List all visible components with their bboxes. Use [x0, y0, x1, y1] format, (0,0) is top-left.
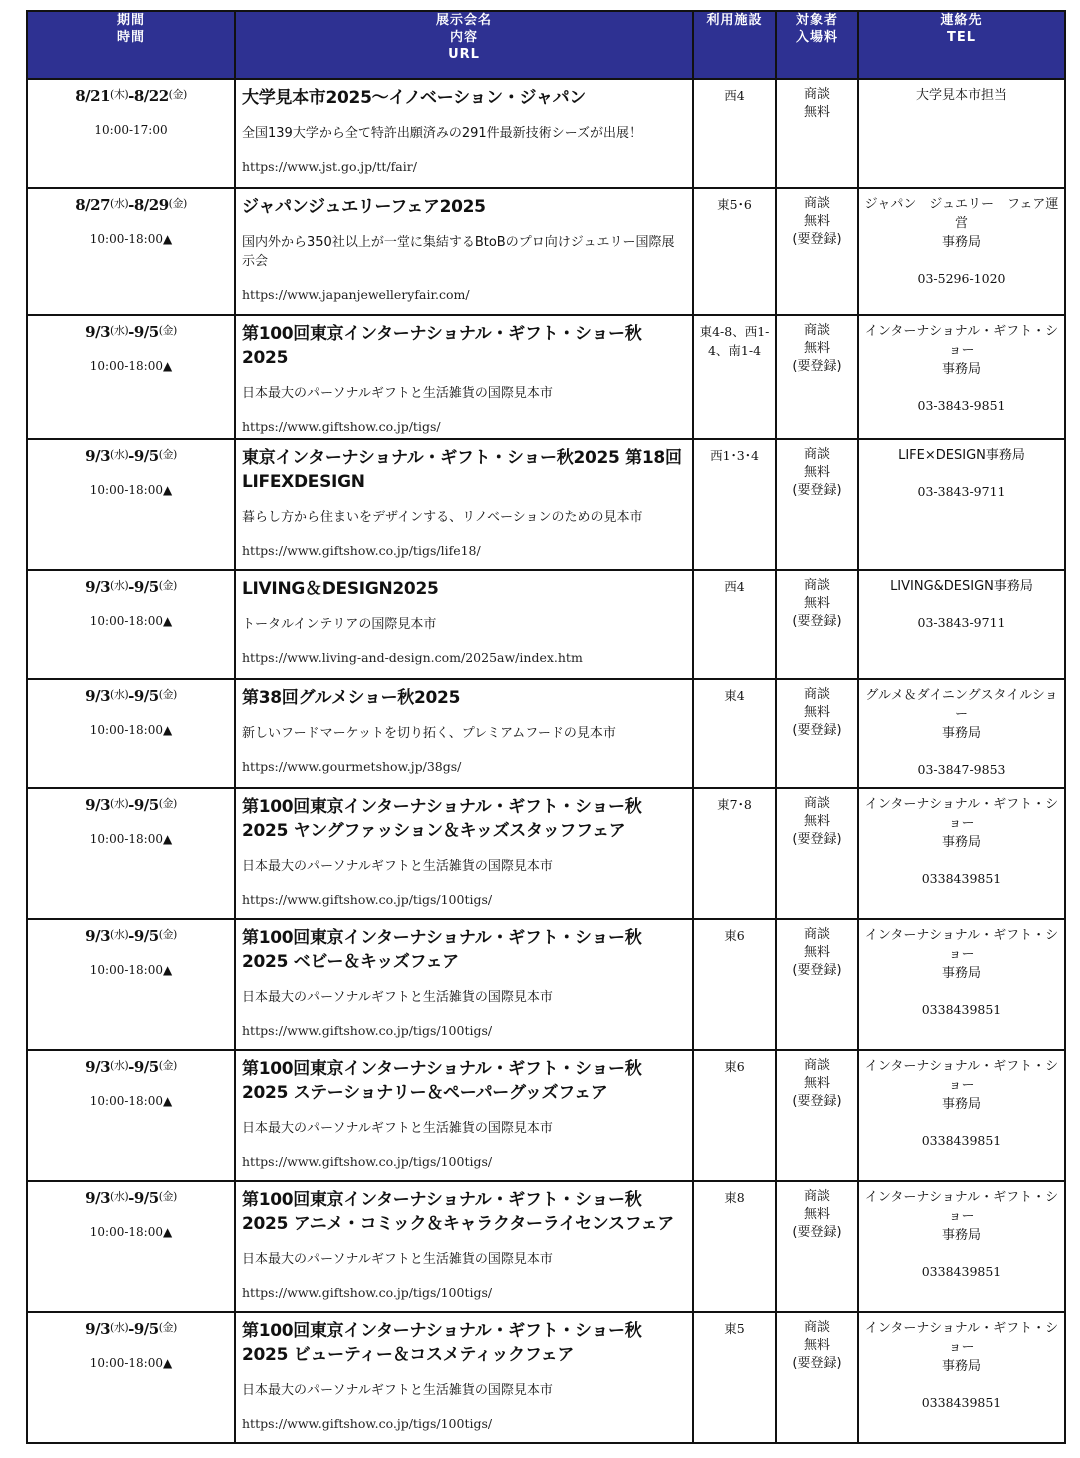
time-range: 10:00-18:00▲ [89, 483, 173, 497]
contact-name [859, 795, 1064, 852]
contact-cell [858, 1312, 1065, 1443]
time-range: 10:00-18:00▲ [89, 1356, 173, 1370]
event-title: 第100回東京インターナショナル・ギフト・ショー秋2025 [242, 324, 642, 368]
target-line: 商談 [803, 196, 830, 211]
target-cell [776, 570, 858, 679]
contact-name-line: インターナショナル・ギフト・ショー [864, 1190, 1059, 1224]
event-cell [235, 439, 693, 570]
time-range: 10:00-18:00▲ [89, 723, 173, 737]
venue-text: 東7･8 [717, 797, 752, 812]
event-url[interactable]: https://www.giftshow.co.jp/tigs/100tigs/ [242, 1023, 493, 1038]
date-range: $8/27^{(水)}-8/29^{(金)}$ [75, 196, 187, 214]
date-range: $9/3^{(水)}-9/5^{(金)}$ [85, 447, 177, 465]
target-line: 商談 [803, 927, 830, 942]
contact-cell [858, 919, 1065, 1050]
target-line: 無料 [803, 945, 830, 960]
table-row [27, 188, 1065, 315]
event-cell [235, 679, 693, 788]
event-cell [235, 315, 693, 439]
event-title: LIVING＆DESIGN2025 [242, 579, 439, 599]
target-line: 商談 [803, 447, 830, 462]
header-venue: 利用施設 [693, 11, 776, 79]
period-cell [27, 188, 235, 315]
target-line: 商談 [803, 1189, 830, 1204]
contact-name [859, 446, 1064, 465]
time-range: 10:00-18:00▲ [89, 1225, 173, 1239]
contact-name-line: インターナショナル・ギフト・ショー [864, 928, 1059, 962]
venue-text: 東8 [724, 1190, 745, 1205]
table-row [27, 1050, 1065, 1181]
target-cell [776, 1312, 858, 1443]
contact-cell [858, 79, 1065, 188]
event-title: 大学見本市2025〜イノベーション・ジャパン [242, 88, 586, 108]
event-url[interactable]: https://www.giftshow.co.jp/tigs/100tigs/ [242, 1416, 493, 1431]
contact-tel: 0338439851 [921, 1264, 1002, 1279]
contact-name [859, 686, 1064, 743]
period-cell [27, 919, 235, 1050]
contact-name-line: 事務局 [941, 362, 981, 377]
event-description: 日本最大のパーソナルギフトと生活雑貨の国際見本市 [242, 1252, 553, 1267]
target-cell [776, 1181, 858, 1312]
event-description: トータルインテリアの国際見本市 [242, 617, 437, 632]
venue-cell [693, 315, 776, 439]
event-description: 国内外から350社以上が一堂に集結するBtoBのプロ向けジュエリー国際展示会 [242, 235, 675, 269]
period-cell [27, 679, 235, 788]
table-row [27, 439, 1065, 570]
target-line: 商談 [803, 1320, 830, 1335]
event-description: 日本最大のパーソナルギフトと生活雑貨の国際見本市 [242, 1383, 553, 1398]
venue-cell [693, 79, 776, 188]
target-line: 商談 [803, 1058, 830, 1073]
venue-text: 東4 [724, 688, 745, 703]
event-title: 第100回東京インターナショナル・ギフト・ショー秋2025 ヤングファッション＆キッズスタッフフェア [242, 797, 642, 841]
contact-name [859, 577, 1064, 596]
period-cell [27, 315, 235, 439]
target-line: (要登録) [792, 359, 842, 374]
event-cell [235, 1181, 693, 1312]
target-cell [776, 788, 858, 919]
event-description: 日本最大のパーソナルギフトと生活雑貨の国際見本市 [242, 386, 553, 401]
event-description: 全国139大学から全て特許出願済みの291件最新技術シーズが出展！ [242, 126, 642, 141]
contact-cell [858, 315, 1065, 439]
contact-name [859, 1188, 1064, 1245]
event-cell [235, 188, 693, 315]
contact-name-line: インターナショナル・ギフト・ショー [864, 1321, 1059, 1355]
contact-name-line: 事務局 [941, 835, 981, 850]
event-title: 第100回東京インターナショナル・ギフト・ショー秋2025 ステーショナリー＆ペーパーグッズフェア [242, 1059, 642, 1103]
contact-cell [858, 1181, 1065, 1312]
event-url[interactable]: https://www.giftshow.co.jp/tigs/ [242, 419, 441, 434]
target-line: (要登録) [792, 232, 842, 247]
contact-name-line: 大学見本市担当 [915, 88, 1007, 103]
target-line: 商談 [803, 87, 830, 102]
event-description: 日本最大のパーソナルギフトと生活雑貨の国際見本市 [242, 990, 553, 1005]
time-range: 10:00-18:00▲ [89, 963, 173, 977]
target-cell [776, 188, 858, 315]
contact-tel: 03-3843-9711 [917, 615, 1006, 630]
contact-name-line: 事務局 [941, 235, 981, 250]
event-title: 第38回グルメショー秋2025 [242, 688, 461, 708]
event-title: ジャパンジュエリーフェア2025 [242, 197, 486, 217]
target-line: (要登録) [792, 723, 842, 738]
contact-tel: 03-3847-9853 [917, 762, 1006, 777]
target-line: 商談 [803, 796, 830, 811]
table-row [27, 315, 1065, 439]
venue-text: 西1･3･4 [710, 448, 759, 463]
venue-cell [693, 1312, 776, 1443]
event-cell [235, 1050, 693, 1181]
event-url[interactable]: https://www.giftshow.co.jp/tigs/life18/ [242, 543, 481, 558]
target-line: 無料 [803, 596, 830, 611]
event-description: 日本最大のパーソナルギフトと生活雑貨の国際見本市 [242, 859, 553, 874]
event-url[interactable]: https://www.giftshow.co.jp/tigs/100tigs/ [242, 1285, 493, 1300]
period-cell [27, 788, 235, 919]
event-cell [235, 1312, 693, 1443]
contact-name-line: インターナショナル・ギフト・ショー [864, 797, 1059, 831]
target-line: 無料 [803, 1338, 830, 1353]
time-range: 10:00-18:00▲ [89, 1094, 173, 1108]
contact-name [859, 195, 1064, 252]
contact-cell [858, 679, 1065, 788]
contact-name-line: 事務局 [941, 966, 981, 981]
contact-name-line: 事務局 [941, 1097, 981, 1112]
contact-name [859, 86, 1064, 105]
venue-text: 東4-8、西1-4、南1-4 [699, 324, 770, 358]
period-cell [27, 1050, 235, 1181]
venue-text: 西4 [724, 88, 745, 103]
venue-text: 東6 [724, 928, 745, 943]
target-cell [776, 1050, 858, 1181]
venue-text: 東5･6 [717, 197, 752, 212]
target-line: (要登録) [792, 614, 842, 629]
event-cell [235, 919, 693, 1050]
event-url[interactable]: https://www.japanjewelleryfair.com/ [242, 287, 470, 302]
contact-cell [858, 788, 1065, 919]
date-range: $9/3^{(水)}-9/5^{(金)}$ [85, 323, 177, 341]
venue-cell [693, 439, 776, 570]
venue-text: 東6 [724, 1059, 745, 1074]
table-row [27, 570, 1065, 679]
table-row [27, 1312, 1065, 1443]
venue-cell [693, 1050, 776, 1181]
target-line: 無料 [803, 105, 830, 120]
contact-name [859, 1057, 1064, 1114]
table-header-row [27, 11, 1065, 79]
event-title: 第100回東京インターナショナル・ギフト・ショー秋2025 アニメ・コミック＆キャラクターライセンスフェア [242, 1190, 674, 1234]
event-title: 第100回東京インターナショナル・ギフト・ショー秋2025 ビューティー＆コスメティックフェア [242, 1321, 642, 1365]
contact-name-line: ジャパン ジュエリー フェア運営 [864, 197, 1059, 231]
date-range: $9/3^{(水)}-9/5^{(金)}$ [85, 578, 177, 596]
date-range: $9/3^{(水)}-9/5^{(金)}$ [85, 687, 177, 705]
period-cell [27, 1312, 235, 1443]
contact-tel: 0338439851 [921, 1133, 1002, 1148]
target-line: 無料 [803, 214, 830, 229]
date-range: $9/3^{(水)}-9/5^{(金)}$ [85, 1320, 177, 1338]
event-cell [235, 570, 693, 679]
contact-tel: 03-5296-1020 [917, 271, 1006, 286]
target-line: 商談 [803, 323, 830, 338]
target-line: 商談 [803, 687, 830, 702]
time-range: 10:00-17:00 [94, 123, 168, 137]
date-range: $9/3^{(水)}-9/5^{(金)}$ [85, 1058, 177, 1076]
time-range: 10:00-18:00▲ [89, 232, 173, 246]
contact-cell [858, 188, 1065, 315]
event-cell [235, 788, 693, 919]
target-line: (要登録) [792, 483, 842, 498]
contact-name-line: インターナショナル・ギフト・ショー [864, 1059, 1059, 1093]
venue-text: 西4 [724, 579, 745, 594]
venue-cell [693, 188, 776, 315]
event-url[interactable]: https://www.giftshow.co.jp/tigs/100tigs/ [242, 892, 493, 907]
target-line: (要登録) [792, 1094, 842, 1109]
table-row [27, 919, 1065, 1050]
date-range: $8/21^{(木)}-8/22^{(金)}$ [75, 87, 187, 105]
target-line: 商談 [803, 578, 830, 593]
contact-name-line: 事務局 [941, 1228, 981, 1243]
table-row [27, 1181, 1065, 1312]
target-cell [776, 919, 858, 1050]
event-url[interactable]: https://www.living-and-design.com/2025aw/index.htm [242, 650, 583, 665]
target-line: (要登録) [792, 1356, 842, 1371]
period-cell [27, 570, 235, 679]
target-line: (要登録) [792, 1225, 842, 1240]
target-line: 無料 [803, 1207, 830, 1222]
contact-name [859, 926, 1064, 983]
contact-name [859, 322, 1064, 379]
contact-name-line: LIFE×DESIGN事務局 [898, 448, 1025, 463]
venue-cell [693, 1181, 776, 1312]
table-row [27, 679, 1065, 788]
event-title: 東京インターナショナル・ギフト・ショー秋2025 第18回LIFEXDESIGN [242, 448, 682, 492]
table-row [27, 79, 1065, 188]
event-description: 暮らし方から住まいをデザインする、リノベーションのための見本市 [242, 510, 643, 525]
exhibition-schedule-table [26, 10, 1066, 1444]
target-cell [776, 79, 858, 188]
target-line: 無料 [803, 341, 830, 356]
contact-cell [858, 1050, 1065, 1181]
event-description: 新しいフードマーケットを切り拓く、プレミアムフードの見本市 [242, 726, 616, 741]
target-cell [776, 679, 858, 788]
date-range: $9/3^{(水)}-9/5^{(金)}$ [85, 1189, 177, 1207]
target-cell [776, 315, 858, 439]
period-cell [27, 79, 235, 188]
target-cell [776, 439, 858, 570]
venue-cell [693, 570, 776, 679]
venue-cell [693, 679, 776, 788]
target-line: (要登録) [792, 963, 842, 978]
event-cell [235, 79, 693, 188]
event-url[interactable]: https://www.giftshow.co.jp/tigs/100tigs/ [242, 1154, 493, 1169]
venue-cell [693, 788, 776, 919]
contact-tel: 0338439851 [921, 1002, 1002, 1017]
target-line: 無料 [803, 814, 830, 829]
contact-name-line: 事務局 [941, 1359, 981, 1374]
contact-name-line: 事務局 [941, 726, 981, 741]
event-description: 日本最大のパーソナルギフトと生活雑貨の国際見本市 [242, 1121, 553, 1136]
event-url[interactable]: https://www.gourmetshow.jp/38gs/ [242, 759, 462, 774]
header-name: 展示会名 内容 URL [235, 11, 693, 79]
time-range: 10:00-18:00▲ [89, 832, 173, 846]
contact-cell [858, 570, 1065, 679]
target-line: 無料 [803, 465, 830, 480]
date-range: $9/3^{(水)}-9/5^{(金)}$ [85, 927, 177, 945]
period-cell [27, 1181, 235, 1312]
period-cell [27, 439, 235, 570]
target-line: 無料 [803, 705, 830, 720]
time-range: 10:00-18:00▲ [89, 359, 173, 373]
contact-name-line: グルメ＆ダイニングスタイルショー [865, 688, 1058, 722]
venue-cell [693, 919, 776, 1050]
header-contact: 連絡先 TEL [858, 11, 1065, 79]
contact-name-line: LIVING&DESIGN事務局 [890, 579, 1033, 594]
table-row [27, 788, 1065, 919]
event-title: 第100回東京インターナショナル・ギフト・ショー秋2025 ベビー＆キッズフェア [242, 928, 642, 972]
contact-tel: 03-3843-9711 [917, 484, 1006, 499]
contact-tel: 0338439851 [921, 871, 1002, 886]
contact-cell [858, 439, 1065, 570]
target-line: (要登録) [792, 832, 842, 847]
header-target: 対象者 入場料 [776, 11, 858, 79]
contact-tel: 03-3843-9851 [917, 398, 1006, 413]
header-period: 期間 時間 [27, 11, 235, 79]
venue-text: 東5 [724, 1321, 745, 1336]
date-range: $9/3^{(水)}-9/5^{(金)}$ [85, 796, 177, 814]
time-range: 10:00-18:00▲ [89, 614, 173, 628]
contact-name-line: インターナショナル・ギフト・ショー [864, 324, 1059, 358]
contact-tel: 0338439851 [921, 1395, 1002, 1410]
event-url[interactable]: https://www.jst.go.jp/tt/fair/ [242, 159, 417, 174]
target-line: 無料 [803, 1076, 830, 1091]
contact-name [859, 1319, 1064, 1376]
